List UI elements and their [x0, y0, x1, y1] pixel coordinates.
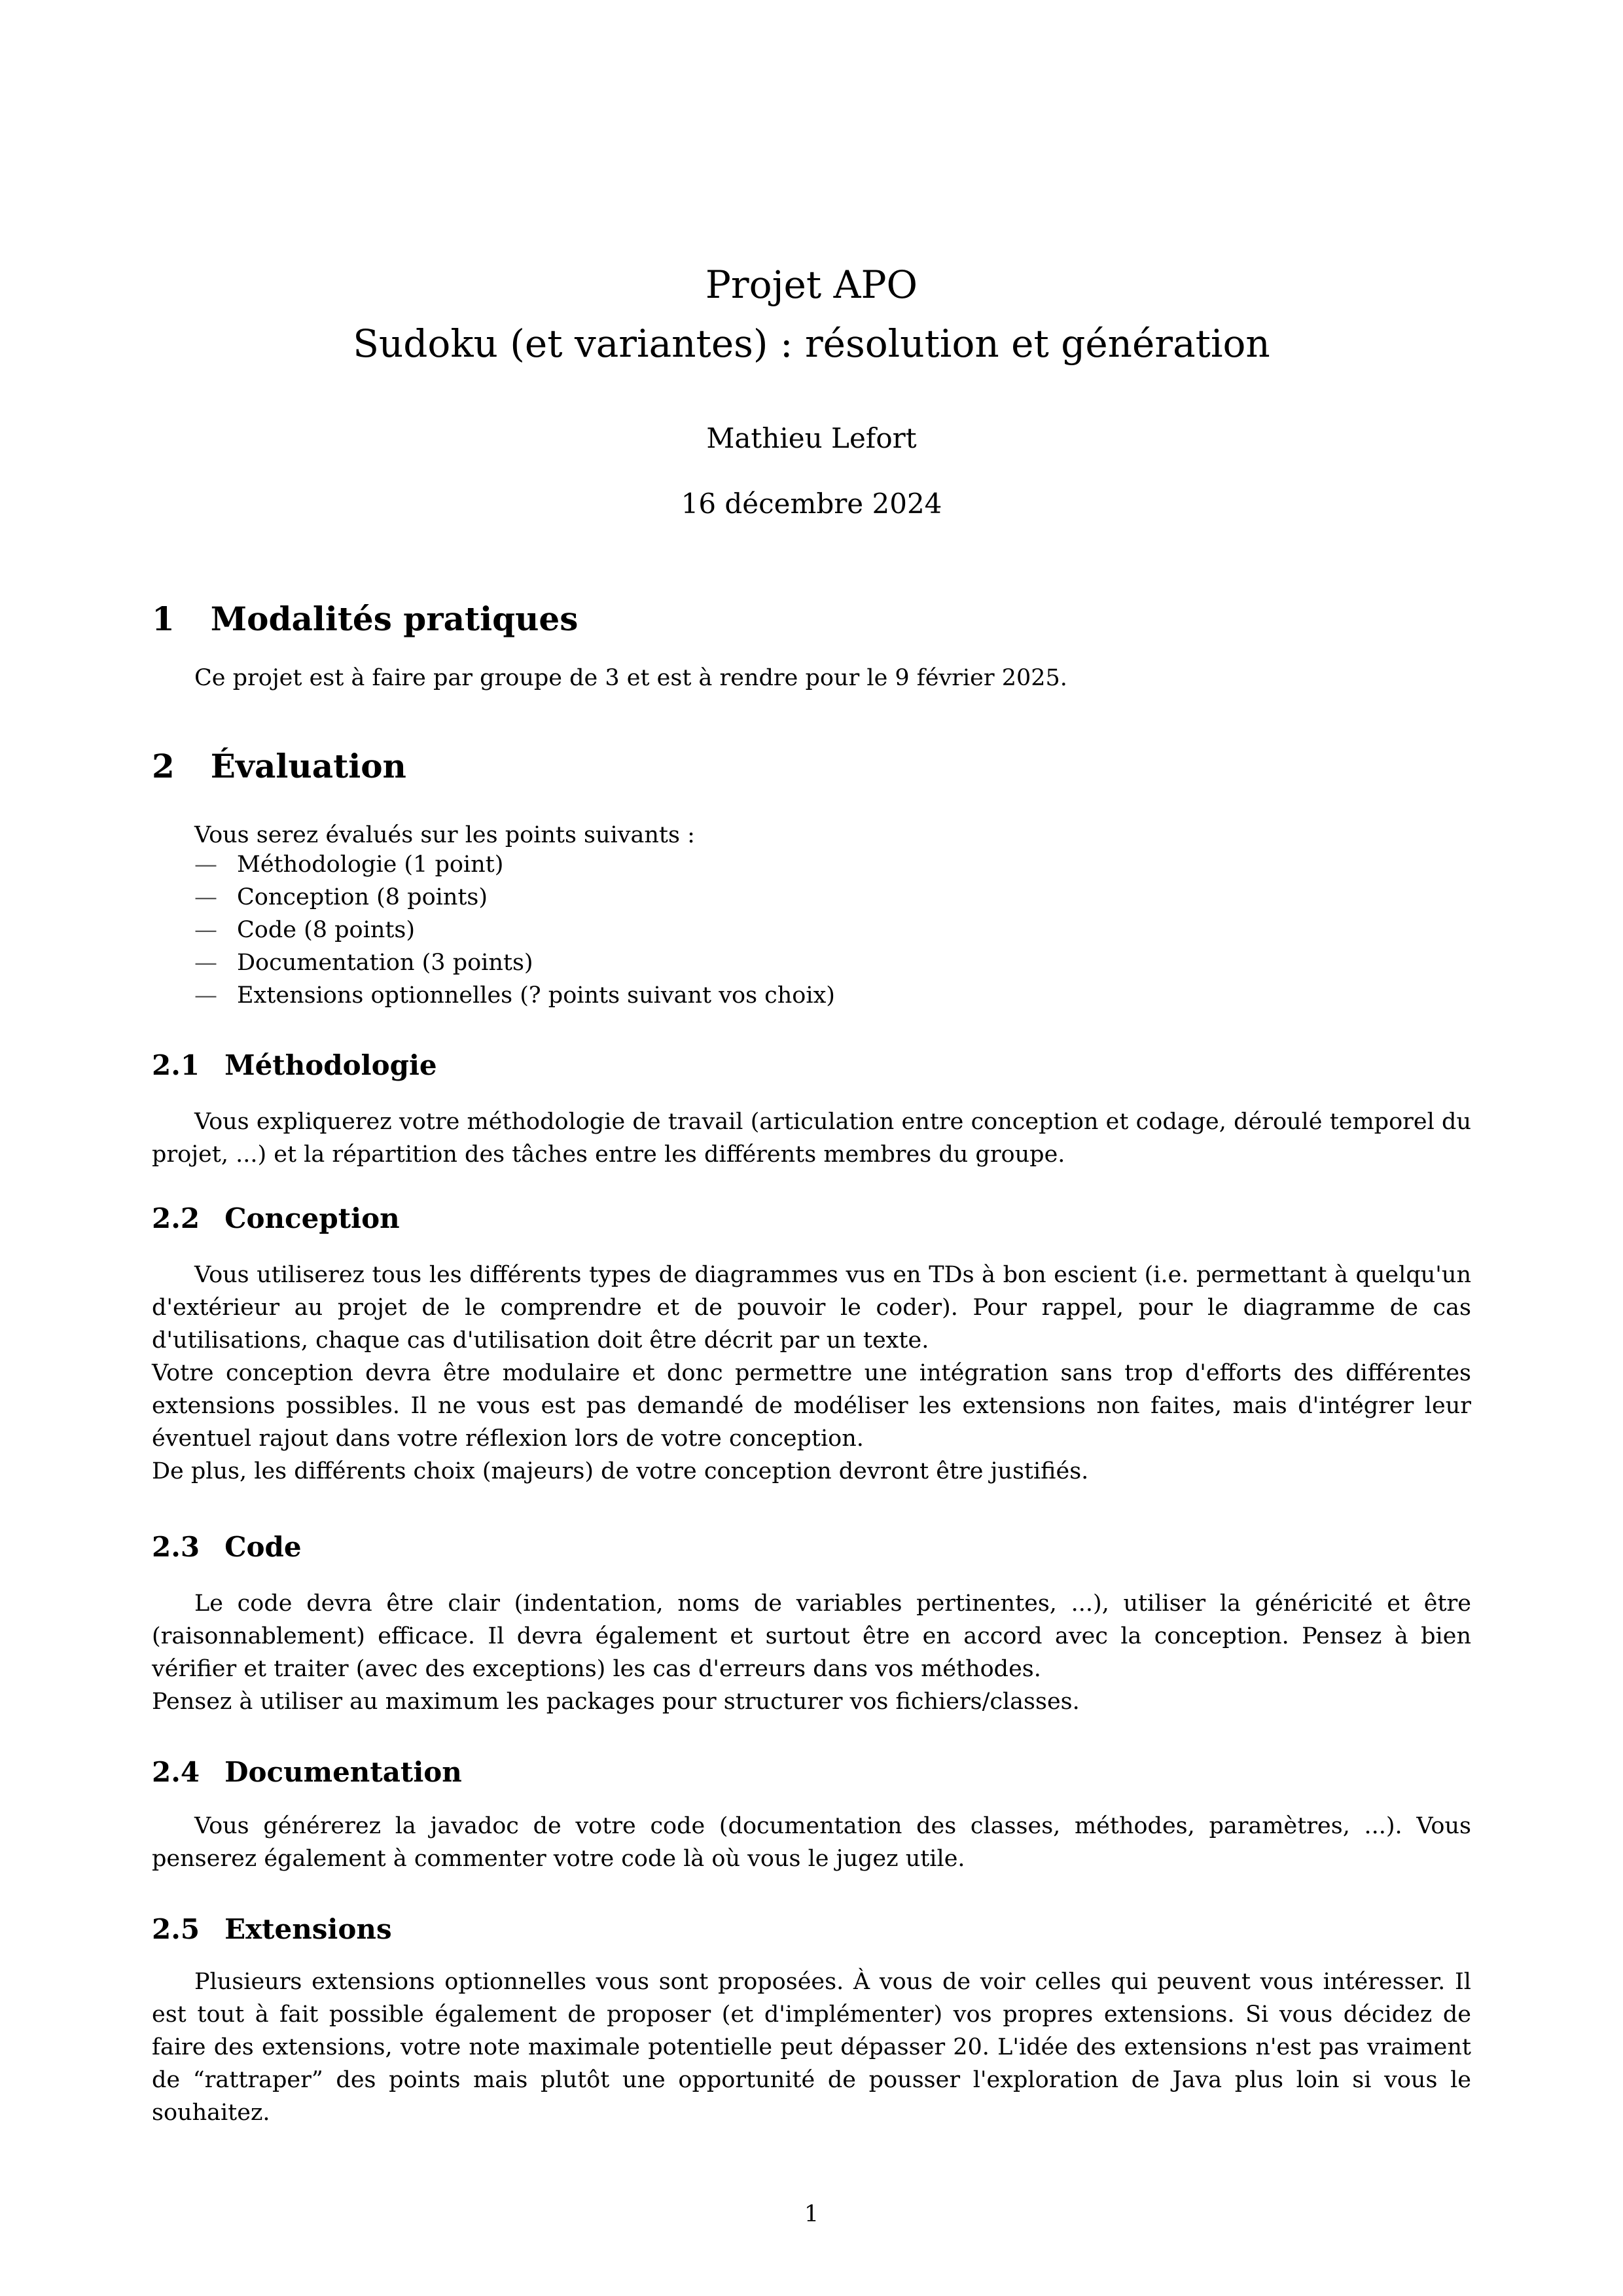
- subsection-2-5-heading: [152, 1913, 1471, 1945]
- section-1-number: 1: [152, 600, 175, 638]
- dash-marker: —: [194, 852, 217, 878]
- subsection-2-2-title: Conception: [224, 1202, 400, 1234]
- list-item-label: Code (8 points): [237, 917, 416, 943]
- subsection-2-2-heading: [152, 1202, 1471, 1234]
- subsection-2-3-heading: [152, 1531, 1471, 1563]
- section-2-intro: [152, 819, 1471, 852]
- list-item: [152, 979, 1471, 1012]
- section-2-intro-paragraph: Vous serez évalués sur les points suivants :: [194, 822, 695, 848]
- list-item-label: Extensions optionnelles (? points suivant vos choix): [237, 982, 835, 1009]
- subsection-2-4-number: 2.4: [152, 1756, 200, 1788]
- list-item: [152, 914, 1471, 946]
- document-title: [152, 255, 1471, 373]
- subsection-2-2-paragraph-3: De plus, les différents choix (majeurs) de votre conception devront être justifiés.: [152, 1458, 1089, 1484]
- document-title-line2: Sudoku (et variantes) : résolution et génération: [353, 321, 1270, 366]
- section-1-paragraph: Ce projet est à faire par groupe de 3 et est à rendre pour le 9 février 2025.: [194, 665, 1067, 691]
- subsection-2-5-body: [152, 1965, 1471, 2129]
- section-2-number: 2: [152, 747, 175, 785]
- subsection-2-5-number: 2.5: [152, 1913, 200, 1945]
- subsection-2-2-number: 2.2: [152, 1202, 200, 1234]
- dash-marker: —: [194, 950, 217, 976]
- subsection-2-1-body: [152, 1105, 1471, 1171]
- subsection-2-1-heading: [152, 1049, 1471, 1081]
- section-1-heading: [152, 600, 1471, 638]
- subsection-2-1-title: Méthodologie: [224, 1049, 437, 1081]
- subsection-2-3-paragraph-1: Le code devra être clair (indentation, noms de variables pertinentes, ...), utiliser la généricité et être (raisonnablement) efficace. Il devra également et surtout être en accord avec la conception. Pensez à bien vérifier et traiter (avec des exceptions) les cas d'erreurs dans vos méthodes.: [152, 1590, 1471, 1682]
- subsection-2-4-paragraph: Vous générerez la javadoc de votre code (documentation des classes, méthodes, paramètres, ...). Vous penserez également à commenter votre code là où vous le jugez utile.: [152, 1813, 1471, 1872]
- subsection-2-5-paragraph: Plusieurs extensions optionnelles vous sont proposées. À vous de voir celles qui peuvent vous intéresser. Il est tout à fait possible également de proposer (et d'implémenter) vos propres extensions. Si vous décidez de faire des extensions, votre note maximale potentielle peut dépasser 20. L'idée des extensions n'est pas vraiment de “rattraper” des points mais plutôt une opportunité de pousser l'exploration de Java plus loin si vous le souhaitez.: [152, 1969, 1471, 2126]
- page-number: 1: [804, 2201, 819, 2227]
- subsection-2-3-paragraph-2: Pensez à utiliser au maximum les packages pour structurer vos fichiers/classes.: [152, 1689, 1080, 1715]
- section-2-title: Évaluation: [210, 747, 406, 785]
- list-item-label: Conception (8 points): [237, 884, 488, 910]
- dash-marker: —: [194, 884, 217, 910]
- list-item-label: Méthodologie (1 point): [237, 852, 504, 878]
- dash-marker: —: [194, 982, 217, 1009]
- document-title-line1: Projet APO: [705, 262, 918, 307]
- list-item: [152, 848, 1471, 881]
- subsection-2-2-paragraph-1: Vous utiliserez tous les différents types de diagrammes vus en TDs à bon escient (i.e. permettant à quelqu'un d'extérieur au projet de le comprendre et de pouvoir le coder). Pour rappel, pour le diagramme de cas d'utilisations, chaque cas d'utilisation doit être décrit par un texte.: [152, 1262, 1471, 1354]
- section-1-title: Modalités pratiques: [210, 600, 579, 638]
- date: 16 décembre 2024: [681, 488, 942, 520]
- section-2-heading: [152, 747, 1471, 785]
- list-item: [152, 946, 1471, 979]
- subsection-2-4-body: [152, 1810, 1471, 1875]
- subsection-2-4-title: Documentation: [224, 1756, 462, 1788]
- subsection-2-2-body: [152, 1259, 1471, 1488]
- subsection-2-4-heading: [152, 1756, 1471, 1788]
- section-1-body: [152, 662, 1471, 694]
- subsection-2-3-title: Code: [224, 1531, 302, 1563]
- subsection-2-3-body: [152, 1587, 1471, 1718]
- subsection-2-5-title: Extensions: [224, 1913, 392, 1945]
- subsection-2-1-number: 2.1: [152, 1049, 200, 1081]
- subsection-2-1-paragraph: Vous expliquerez votre méthodologie de travail (articulation entre conception et codage, déroulé temporel du projet, ...) et la répartition des tâches entre les différents membres du groupe.: [152, 1109, 1471, 1168]
- list-item: [152, 881, 1471, 914]
- dash-marker: —: [194, 917, 217, 943]
- subsection-2-2-paragraph-2: Votre conception devra être modulaire et donc permettre une intégration sans trop d'efforts des différentes extensions possibles. Il ne vous est pas demandé de modéliser les extensions non faites, mais d'intégrer leur éventuel rajout dans votre réflexion lors de votre conception.: [152, 1360, 1471, 1452]
- evaluation-list: [152, 848, 1471, 1012]
- list-item-label: Documentation (3 points): [237, 950, 533, 976]
- subsection-2-3-number: 2.3: [152, 1531, 200, 1563]
- author: Mathieu Lefort: [706, 422, 917, 454]
